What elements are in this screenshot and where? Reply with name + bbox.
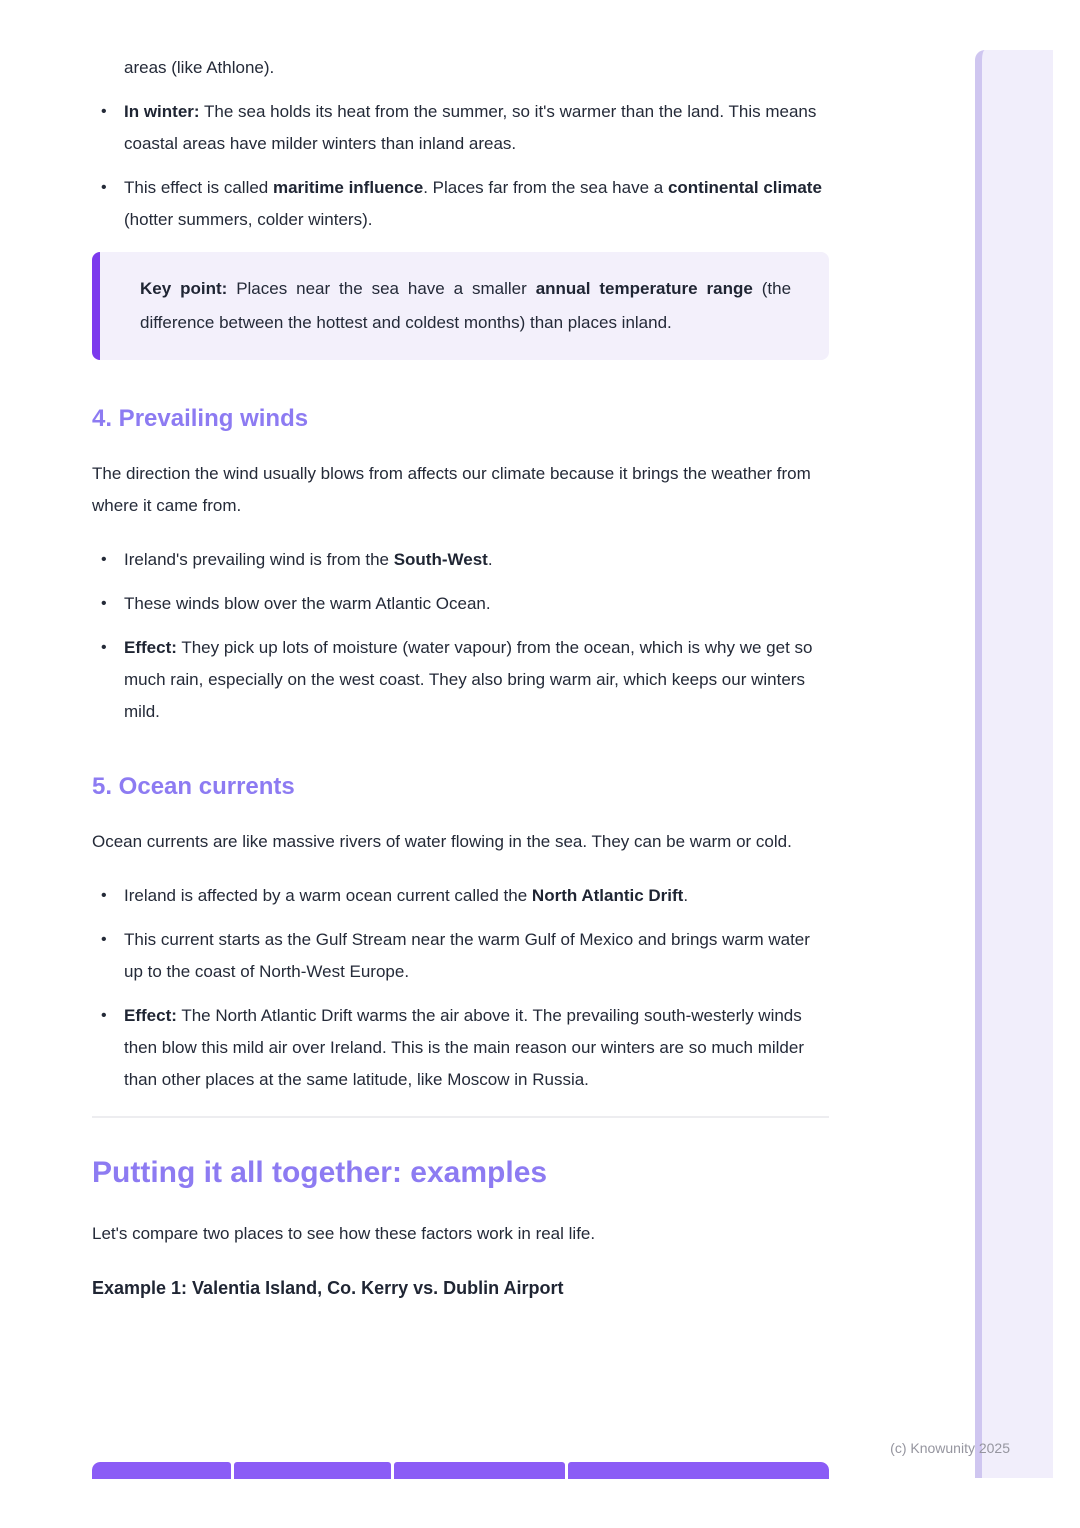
- table-header-cell: [394, 1462, 566, 1479]
- section-divider: [92, 1116, 829, 1118]
- ocean-currents-intro: Ocean currents are like massive rivers of water flowing in the sea. They can be warm or cold.: [92, 832, 792, 851]
- prevailing-winds-list: [92, 544, 829, 728]
- key-point-callout: [92, 252, 829, 360]
- table-header-cell: [234, 1462, 390, 1479]
- list-item: • This effect is called maritime influence. Places far from the sea have a continental climate (hotter summers, colder winters).: [92, 172, 829, 236]
- example-1-heading: Example 1: Valentia Island, Co. Kerry vs. Dublin Airport: [92, 1278, 564, 1298]
- prevailing-winds-intro: The direction the wind usually blows from affects our climate because it brings the weather from where it came from.: [92, 464, 811, 515]
- next-page-edge-strip: [975, 50, 1053, 1478]
- list-item: • Ireland is affected by a warm ocean current called the North Atlantic Drift.: [92, 880, 829, 912]
- list-item: • Effect: The North Atlantic Drift warms the air above it. The prevailing south-westerly winds then blow this mild air over Ireland. This is the main reason our winters are so much milder than other places at the same latitude, like Moscow in Russia.: [92, 1000, 829, 1096]
- key-point-text: Key point: Places near the sea have a smaller annual temperature range (the difference between the hottest and coldest months) than places inland.: [140, 279, 792, 332]
- table-header-cell: [568, 1462, 829, 1479]
- section-title-prevailing-winds: 4. Prevailing winds: [92, 405, 309, 432]
- ocean-currents-list: [92, 880, 829, 1096]
- copyright-notice: (c) Knowunity 2025: [890, 1440, 1010, 1456]
- list-item: • Ireland's prevailing wind is from the South-West.: [92, 544, 829, 576]
- comparison-table-header-preview: [92, 1462, 829, 1479]
- section-title-ocean-currents: 5. Ocean currents: [92, 773, 295, 800]
- list-item: • These winds blow over the warm Atlantic Ocean.: [92, 588, 829, 620]
- summary-intro: Let's compare two places to see how these factors work in real life.: [92, 1224, 596, 1243]
- list-item: • In winter: The sea holds its heat from the summer, so it's warmer than the land. This means coastal areas have milder winters than inland areas.: [92, 96, 829, 160]
- list-item: • Effect: They pick up lots of moisture (water vapour) from the ocean, which is why we get so much rain, especially on the west coast. They also bring warm air, which keeps our winters mild.: [92, 632, 829, 728]
- document-content: [92, 0, 829, 1302]
- summary-title: Putting it all together: examples: [92, 1156, 548, 1189]
- maritime-influence-list: [92, 96, 829, 236]
- list-item-continuation: areas (like Athlone).: [124, 58, 275, 77]
- list-item: • This current starts as the Gulf Stream near the warm Gulf of Mexico and brings warm water up to the coast of North-West Europe.: [92, 924, 829, 988]
- table-header-cell: [92, 1462, 231, 1479]
